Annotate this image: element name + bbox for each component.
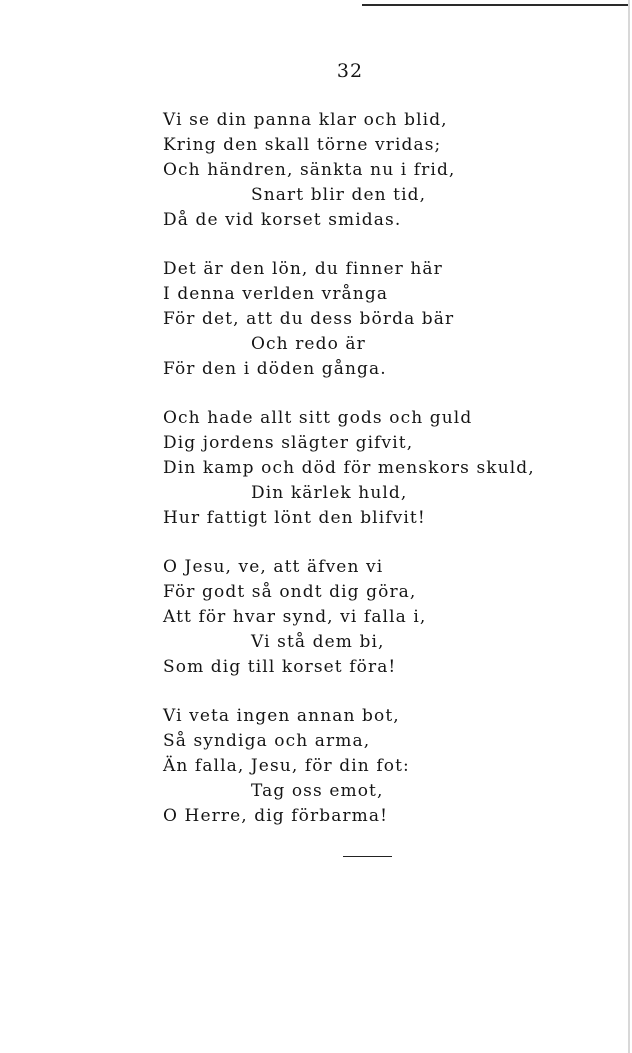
verse-line: Det är den lön, du finner här xyxy=(163,259,443,279)
verse-line: Kring den skall törne vridas; xyxy=(163,135,442,155)
verse-line: I denna verlden vrånga xyxy=(163,284,389,304)
verse-line: Och hade allt sitt gods och guld xyxy=(163,408,473,428)
end-rule xyxy=(343,856,392,857)
verse-line: Så syndiga och arma, xyxy=(163,731,371,751)
verse-line: Din kamp och död för menskors skuld, xyxy=(163,458,535,478)
verse-line: Som dig till korset föra! xyxy=(163,657,397,677)
verse-line-indented: Tag oss emot, xyxy=(251,781,384,801)
stanza-2 xyxy=(163,257,583,382)
verse-line: För det, att du dess börda bär xyxy=(163,309,455,329)
page-number: 32 xyxy=(336,60,364,82)
stanza-1 xyxy=(163,108,583,233)
verse-line: O Herre, dig förbarma! xyxy=(163,806,389,826)
verse-line: Då de vid korset smidas. xyxy=(163,210,402,230)
stanza-3 xyxy=(163,406,583,531)
verse-line-indented: Din kärlek huld, xyxy=(251,483,408,503)
verse-line: För godt så ondt dig göra, xyxy=(163,582,417,602)
verse-line: Än falla, Jesu, för din fot: xyxy=(163,756,410,776)
verse-line: Hur fattigt lönt den blifvit! xyxy=(163,508,426,528)
verse-line-indented: Snart blir den tid, xyxy=(251,185,427,205)
poem-text xyxy=(163,108,583,853)
verse-line: Att för hvar synd, vi falla i, xyxy=(163,607,427,627)
verse-line: Dig jordens slägter gifvit, xyxy=(163,433,414,453)
verse-line-indented: Och redo är xyxy=(251,334,366,354)
verse-line: Vi veta ingen annan bot, xyxy=(163,706,400,726)
verse-line: För den i döden gånga. xyxy=(163,359,387,379)
verse-line-indented: Vi stå dem bi, xyxy=(251,632,385,652)
stanza-4 xyxy=(163,555,583,680)
stanza-5 xyxy=(163,704,583,829)
top-border-rule xyxy=(362,4,628,6)
verse-line: Vi se din panna klar och blid, xyxy=(163,110,448,130)
page-edge-shadow xyxy=(628,0,630,1053)
verse-line: O Jesu, ve, att äfven vi xyxy=(163,557,384,577)
verse-line: Och händren, sänkta nu i frid, xyxy=(163,160,456,180)
